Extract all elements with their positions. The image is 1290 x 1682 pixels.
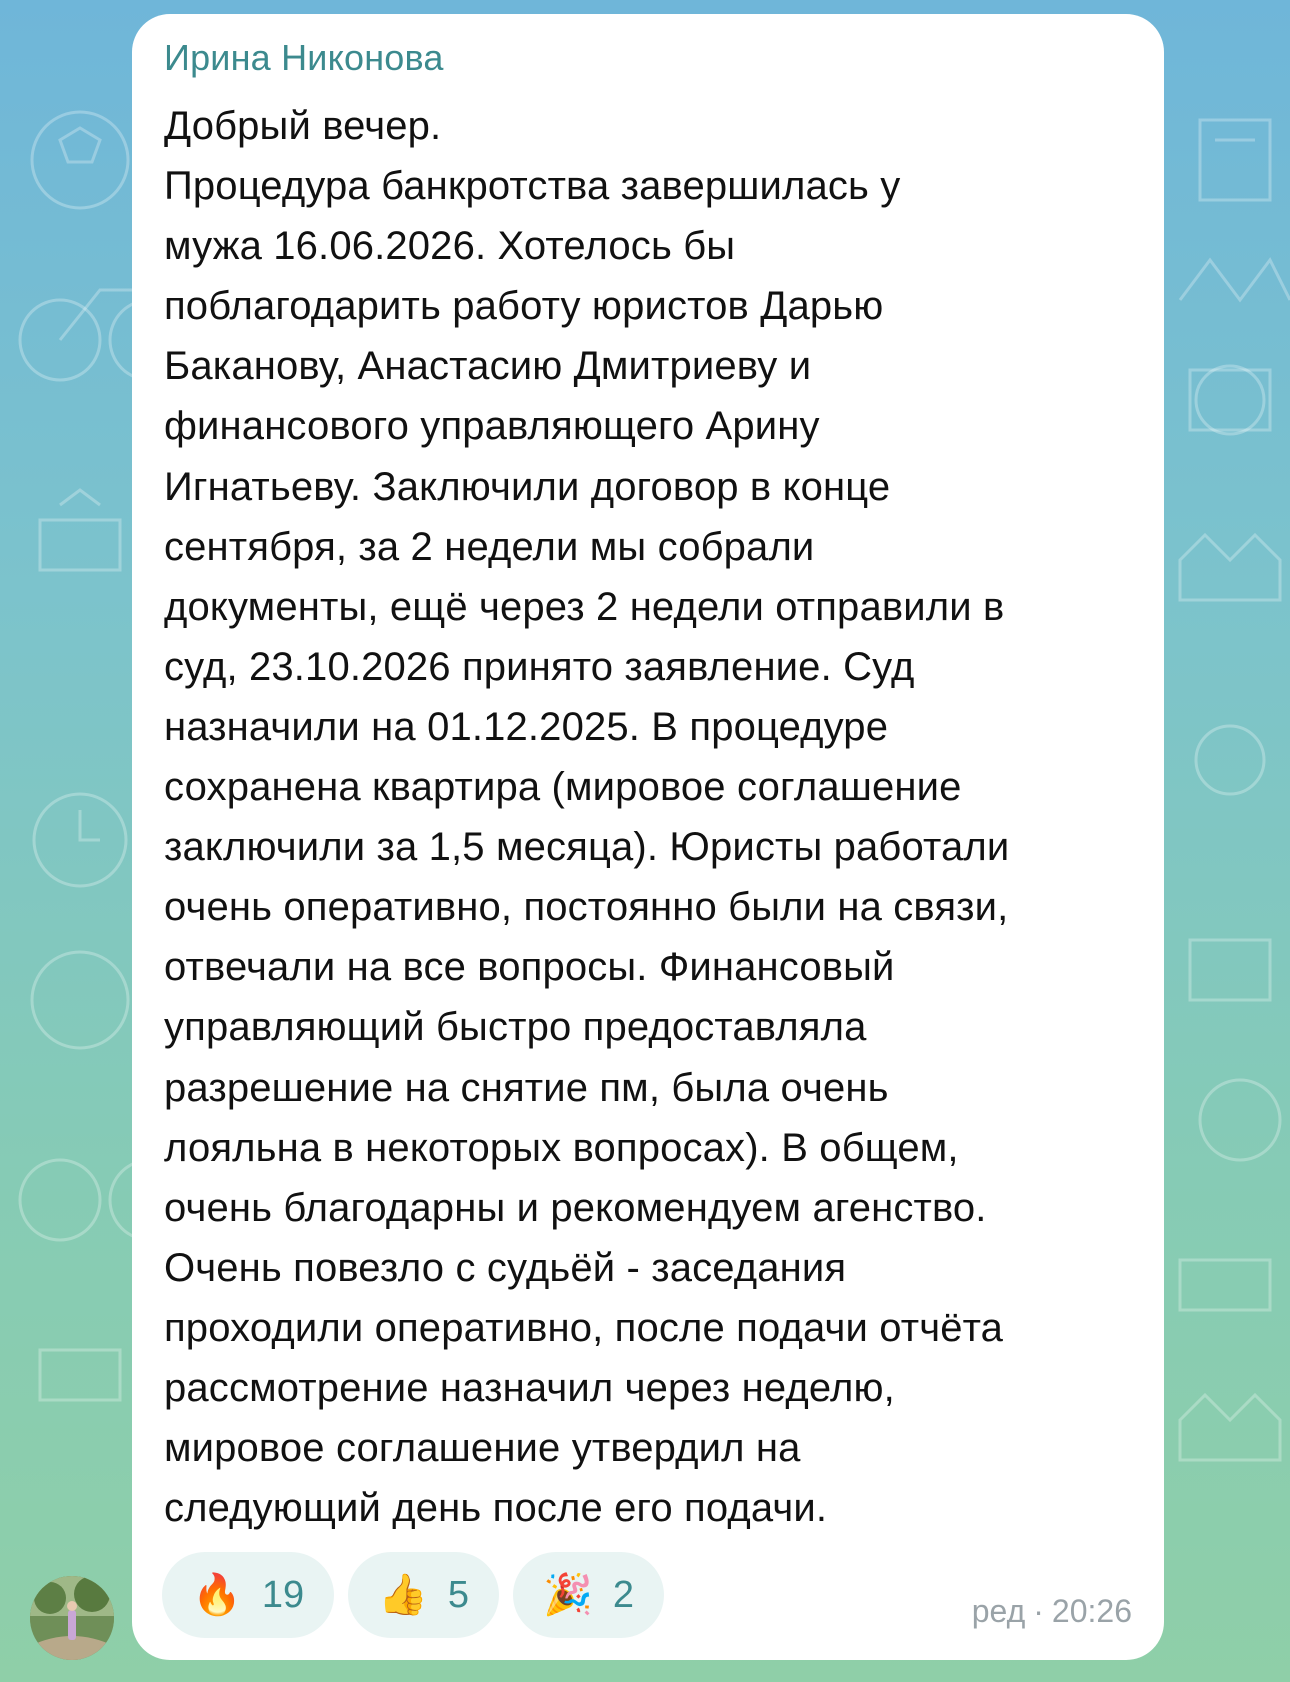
message-text: Добрый вечер. Процедура банкротства завершилась у мужа 16.06.2026. Хотелось бы поблагодарить работу юристов Дарью Баканову, Анастасию Дмитриеву и финансового управляющего Арину Игнатьеву. Заключили договор в конце сентября, за 2 недели мы собрали документы, ещё через 2 недели отправили в суд, 23.10.2026 принято заявление. Суд назначили на 01.12.2025. В процедуре сохранена квартира (мировое соглашение заключили за 1,5 месяца). Юристы работали очень оперативно, постоянно были на связи, отвечали на все вопросы. Финансовый управляющий быстро предоставляла разрешение на снятие пм, была очень лояльна в некоторых вопросах). В общем, очень благодарны и рекомендуем агенство. Очень повезло с судьёй - заседания проходили оперативно, после подачи отчёта рассмотрение назначил через неделю, мировое соглашение утвердил на следующий день после его подачи.	[164, 104, 1010, 1531]
message-time: 20:26	[1051, 1593, 1132, 1629]
reaction-count: 5	[447, 1573, 470, 1616]
thumbs-up-icon: 👍	[378, 1572, 428, 1618]
reaction-fire[interactable]	[162, 1552, 334, 1638]
avatar-photo	[30, 1576, 114, 1660]
message-bubble[interactable]	[132, 14, 1164, 1660]
reaction-party-popper[interactable]	[513, 1552, 664, 1638]
message-meta	[972, 1593, 1132, 1630]
reaction-count: 19	[261, 1573, 305, 1616]
reaction-thumbs-up[interactable]	[348, 1552, 499, 1638]
sender-name[interactable]: Ирина Никонова	[164, 37, 444, 78]
reaction-count: 2	[612, 1573, 634, 1616]
avatar[interactable]	[30, 1576, 114, 1660]
edited-label: ред	[971, 1593, 1026, 1629]
fire-icon: 🔥	[192, 1572, 242, 1618]
reactions-bar	[162, 1552, 664, 1638]
party-popper-icon: 🎉	[543, 1572, 593, 1618]
meta-separator: ·	[1033, 1593, 1044, 1629]
